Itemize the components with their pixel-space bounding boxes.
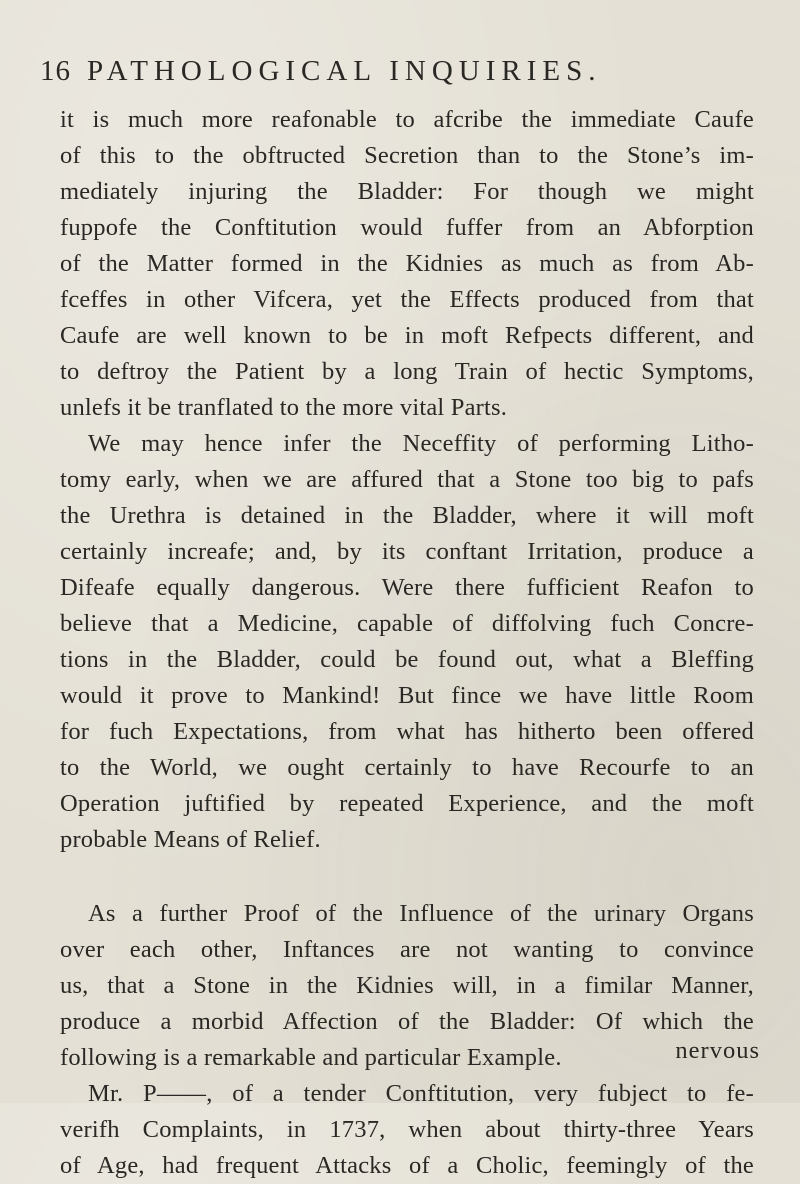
text-line: As a further Proof of the Influence of the urinary Organs bbox=[88, 900, 754, 927]
body-text bbox=[60, 102, 754, 1184]
text-line: following is a remarkable and particular Example. bbox=[60, 1044, 562, 1071]
text-line: to deftroy the Patient by a long Train of hectic Symptoms, bbox=[60, 358, 754, 385]
text-line: fuppofe the Conftitution would fuffer from an Abforption bbox=[60, 214, 754, 241]
text-line: tomy early, when we are affured that a Stone too big to pafs bbox=[60, 466, 754, 493]
text-line: tions in the Bladder, could be found out, what a Bleffing bbox=[60, 646, 754, 673]
paragraph-gap bbox=[60, 858, 754, 896]
text-line: Caufe are well known to be in moft Refpects different, and bbox=[60, 322, 754, 349]
text-line: of Age, had frequent Attacks of a Cholic, feemingly of the bbox=[60, 1152, 754, 1179]
catchword: nervous bbox=[675, 1037, 760, 1064]
text-line: the Urethra is detained in the Bladder, where it will moft bbox=[60, 502, 754, 529]
text-line: to the World, we ought certainly to have Recourfe to an bbox=[60, 754, 754, 781]
page-header bbox=[40, 55, 760, 99]
text-line: for fuch Expectations, from what has hitherto been offered bbox=[60, 718, 754, 745]
text-line: verifh Complaints, in 1737, when about thirty-three Years bbox=[60, 1116, 754, 1143]
text-line: certainly increafe; and, by its conftant Irritation, produce a bbox=[60, 538, 754, 565]
text-line: mediately injuring the Bladder: For though we might bbox=[60, 178, 754, 205]
page-number: 16 bbox=[40, 55, 71, 87]
text-line: of this to the obftructed Secretion than to the Stone’s im- bbox=[60, 142, 754, 169]
text-line: unlefs it be tranflated to the more vital Parts. bbox=[60, 394, 508, 421]
text-line: Mr. P——, of a tender Conftitution, very fubject to fe- bbox=[88, 1080, 754, 1107]
text-line: it is much more reafonable to afcribe the immediate Caufe bbox=[60, 106, 754, 133]
text-line: fceffes in other Vifcera, yet the Effects produced from that bbox=[60, 286, 754, 313]
text-line: We may hence infer the Neceffity of performing Litho- bbox=[88, 430, 754, 457]
text-line: Difeafe equally dangerous. Were there fufficient Reafon to bbox=[60, 574, 754, 601]
text-line: probable Means of Relief. bbox=[60, 826, 321, 853]
text-line: us, that a Stone in the Kidnies will, in a fimilar Manner, bbox=[60, 972, 754, 999]
text-line: believe that a Medicine, capable of diffolving fuch Concre- bbox=[60, 610, 754, 637]
running-head: PATHOLOGICAL INQUIRIES. bbox=[87, 55, 602, 87]
text-line: produce a morbid Affection of the Bladder: Of which the bbox=[60, 1008, 754, 1035]
text-line: over each other, Inftances are not wanting to convince bbox=[60, 936, 754, 963]
text-line: of the Matter formed in the Kidnies as much as from Ab- bbox=[60, 250, 754, 277]
text-line: Operation juftified by repeated Experience, and the moft bbox=[60, 790, 754, 817]
text-line: would it prove to Mankind! But fince we have little Room bbox=[60, 682, 754, 709]
